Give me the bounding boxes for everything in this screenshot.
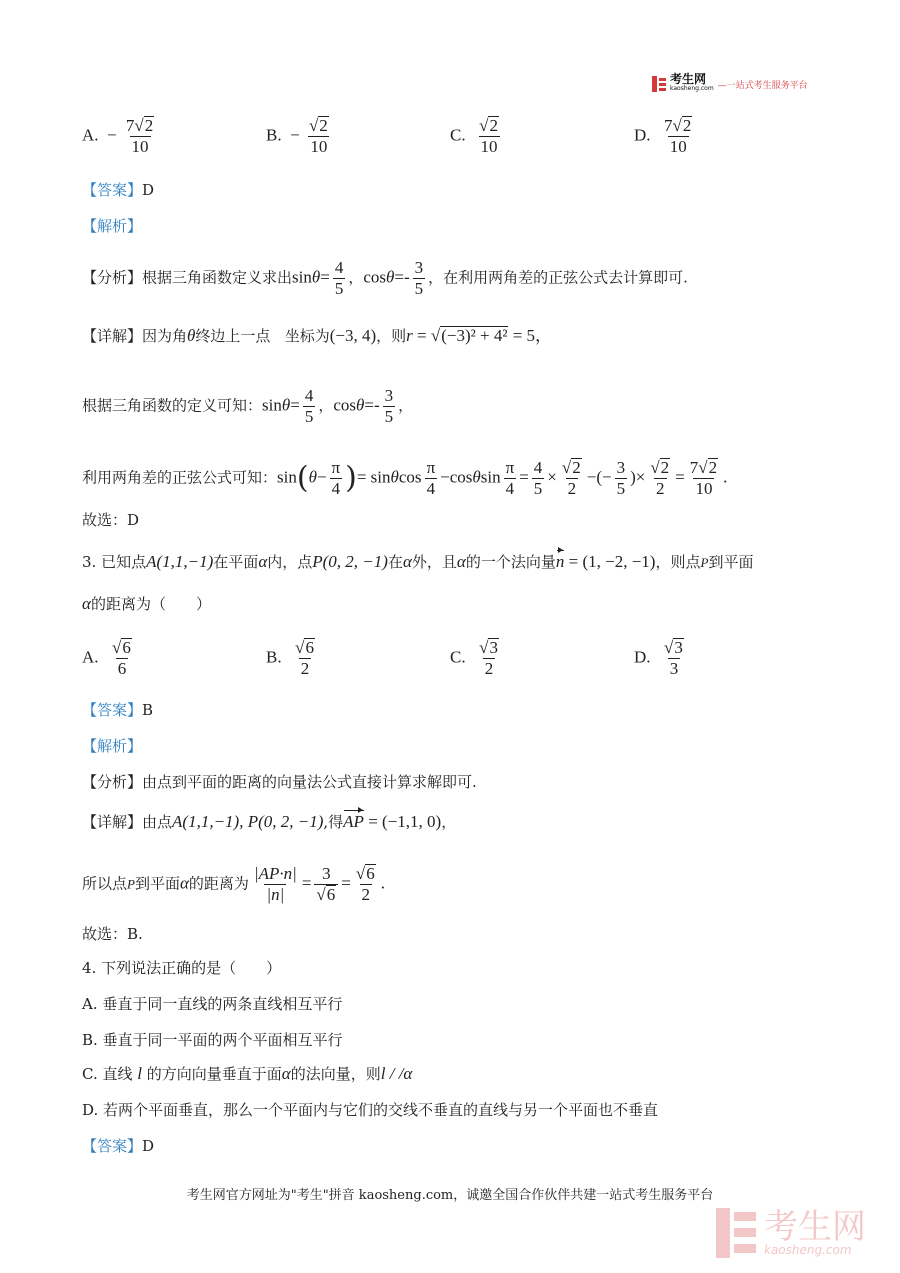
q3-distance-line: 所以点P到平面α的距离为 $\frac{|AP\cdot n|}{|n|}$ = $\frac{3}{√6}$ = $\frac{√6}{2}$ . — [82, 864, 385, 904]
q3-answer: 【答案】B — [82, 701, 154, 719]
option-sign: − — [107, 125, 117, 145]
q2-analysis-tag: 【解析】 — [82, 217, 143, 235]
q3-fenxi: 【分析】由点到平面的距离的向量法公式直接计算求解即可. — [82, 773, 477, 791]
watermark-cn: 考生网 — [764, 1207, 866, 1247]
option-letter: A. — [82, 125, 99, 145]
option-fraction: $\frac{√2}{10}$ — [308, 116, 328, 156]
header-logo — [652, 74, 808, 94]
option-letter: D. — [634, 125, 651, 145]
logo-slogan: —一站式考生服务平台 — [717, 80, 808, 91]
q2-option-b[interactable] — [266, 116, 334, 157]
q3-stem-line2: α的距离为（ ） — [82, 594, 211, 613]
q2-option-d[interactable] — [634, 116, 697, 157]
option-fraction: $\frac{√2}{10}$ — [479, 116, 498, 156]
q2-option-c[interactable] — [450, 116, 504, 157]
watermark-mark-icon — [716, 1208, 756, 1258]
option-fraction: $\frac{7√2}{10}$ — [125, 116, 154, 156]
q3-option-b[interactable]: B. $\frac{√6}{2}$ — [266, 638, 314, 678]
q3-analysis-tag: 【解析】 — [82, 737, 143, 755]
option-letter: C. — [450, 125, 466, 145]
q3-option-c[interactable]: C. $\frac{√3}{2}$ — [450, 638, 498, 678]
logo-words — [670, 74, 714, 94]
q4-option-a[interactable]: A. 垂直于同一直线的两条直线相互平行 — [82, 995, 343, 1013]
q3-xiangjie: 【详解】由点A(1,1,−1), P(0, 2, −1),得AP = (−1,1, 0)， — [82, 812, 457, 831]
q4-option-d[interactable]: D. 若两个平面垂直，那么一个平面内与它们的交线不垂直的直线与另一个平面也不垂直 — [82, 1101, 659, 1119]
q2-formula-line: 利用两角差的正弦公式可知：sin(θ− $\frac{\pi}{4}$ )= sinθcos $\frac{\pi}{4}$ −cosθsin $\frac{\pi}{4}$ = $\frac{4}{5}$ × $\frac{√2}{2}$ −(− $\frac{3}{5}$ )× $\frac{√2}{2}$ = $\frac{7√2}{10}$ . — [82, 458, 728, 498]
q2-xiangjie: 【详解】因为角θ终边上一点 坐标为(−3, 4)，则r = √(−3)² + 4² = 5， — [82, 326, 553, 345]
q3-stem-line1: 3. 已知点A(1,1,−1)在平面α内，点P(0, 2, −1)在α外，且α的一个法向量n = (1, −2, −1)，则点P到平面 — [82, 552, 754, 571]
q2-option-a[interactable] — [82, 116, 159, 157]
q2-answer — [82, 180, 154, 200]
logo-cn: 考生网 — [670, 72, 707, 86]
q3-choice: 故选：B. — [82, 925, 143, 943]
q4-option-b[interactable]: B. 垂直于同一平面的两个平面相互平行 — [82, 1031, 343, 1049]
watermark — [716, 1208, 866, 1258]
watermark-domain: kaosheng.com — [764, 1243, 852, 1257]
q4-stem: 4. 下列说法正确的是（ ） — [82, 959, 282, 977]
q3-option-a[interactable]: A. $\frac{√6}{6}$ — [82, 638, 131, 678]
page-footer: 考生网官方网址为"考生"拼音 kaosheng.com，诚邀全国合作伙伴共建一站式考生服务平台 — [186, 1188, 714, 1203]
q2-choice: 故选：D — [82, 511, 140, 529]
option-letter: B. — [266, 125, 282, 145]
answer-tag: 【答案】 — [82, 181, 143, 199]
q4-option-c[interactable]: C. 直线 l 的方向向量垂直于面α的法向量，则l / /α — [82, 1064, 413, 1083]
q2-definition-line: 根据三角函数的定义可知：sinθ= $\frac{4}{5}$ ，cosθ=- $\frac{3}{5}$ ， — [82, 386, 414, 426]
q3-option-d[interactable]: D. $\frac{√3}{3}$ — [634, 638, 683, 678]
option-fraction: $\frac{7√2}{10}$ — [664, 116, 692, 156]
option-sign: − — [290, 125, 300, 145]
answer-value: D — [142, 181, 155, 199]
q4-answer: 【答案】D — [82, 1137, 155, 1155]
q2-fenxi: 【分析】根据三角函数定义求出sinθ= $\frac{4}{5}$ ，cosθ=- $\frac{3}{5}$ ，在利用两角差的正弦公式去计算即可. — [82, 258, 688, 298]
logo-mark-icon — [652, 76, 666, 92]
logo-domain: kaosheng.com — [670, 85, 714, 92]
